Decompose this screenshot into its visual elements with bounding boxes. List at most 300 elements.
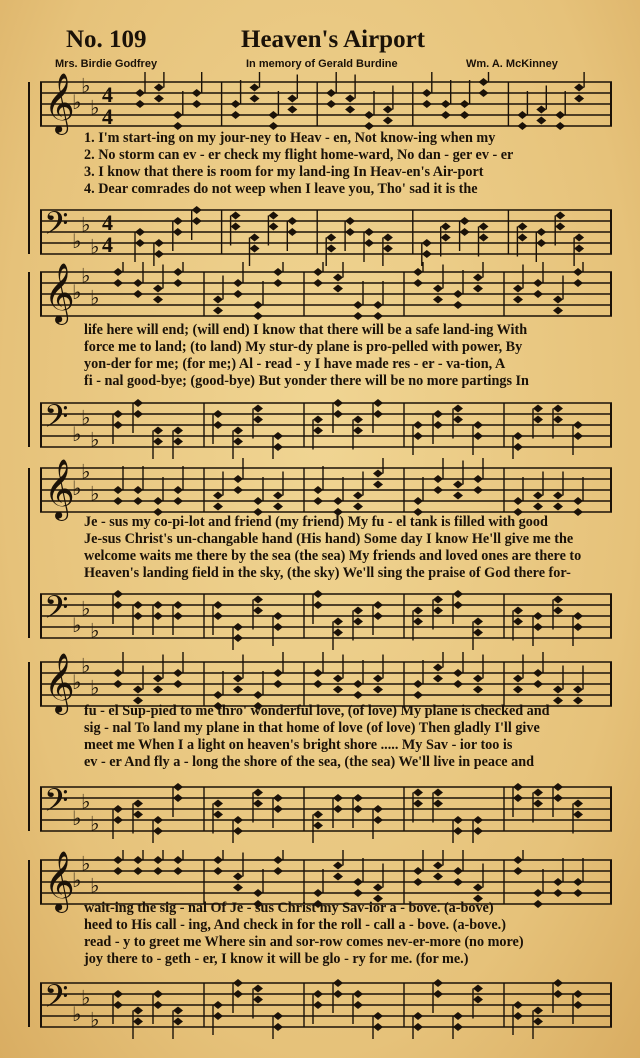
lyric-line: force me to land; (to land) My stur-dy plane is pro-pelled with power, By <box>84 339 523 355</box>
note-head <box>113 805 123 813</box>
note-head <box>473 486 483 494</box>
note-head <box>173 1018 183 1026</box>
note-head <box>233 623 243 631</box>
note-head <box>253 607 263 615</box>
note-head <box>333 497 343 505</box>
note-head <box>233 290 243 298</box>
note-head <box>460 111 470 119</box>
note-head <box>517 111 527 119</box>
note-head <box>250 84 260 92</box>
note-head <box>373 675 383 683</box>
note-head <box>113 601 123 609</box>
note-head <box>153 427 163 435</box>
note-head <box>273 492 283 500</box>
note-head <box>353 492 363 500</box>
bass-clef-icon: 𝄢 <box>44 589 69 633</box>
flat-icon: ♭ <box>72 280 82 304</box>
note-head <box>135 89 145 97</box>
note-head <box>473 884 483 892</box>
note-head <box>533 416 543 424</box>
note-head <box>192 217 202 225</box>
note-head <box>573 623 583 631</box>
note-head <box>536 239 546 247</box>
lyric-line: Heaven's landing field in the sky, (the sky) We'll sing the praise of God there for- <box>84 565 571 581</box>
note-head <box>250 245 260 253</box>
note-head <box>553 607 563 615</box>
note-head <box>313 889 323 897</box>
note-head <box>154 84 164 92</box>
flat-icon: ♭ <box>81 789 91 814</box>
note-head <box>173 680 183 688</box>
note-head <box>268 122 278 130</box>
note-head <box>413 800 423 808</box>
note-head <box>513 1012 523 1020</box>
note-head <box>373 686 383 694</box>
note-head <box>453 878 463 886</box>
note-head <box>433 296 443 304</box>
bass-staff <box>40 777 614 843</box>
note-head <box>213 1012 223 1020</box>
note-head <box>453 827 463 835</box>
note-head <box>555 223 565 231</box>
note-head <box>533 789 543 797</box>
note-head <box>333 862 343 870</box>
hymn-title: Heaven's Airport <box>241 26 426 53</box>
note-head <box>533 1018 543 1026</box>
note-head <box>133 686 143 694</box>
lyric-line: welcome waits me there by the sea (the sea) My friends and loved ones are there to <box>84 548 582 564</box>
flat-icon: ♭ <box>72 868 82 892</box>
note-head <box>553 686 563 694</box>
note-head <box>213 307 223 315</box>
note-head <box>460 228 470 236</box>
note-head <box>533 503 543 511</box>
note-head <box>413 691 423 699</box>
note-head <box>326 245 336 253</box>
note-head <box>553 889 563 897</box>
note-head <box>433 596 443 604</box>
note-head <box>353 680 363 688</box>
note-head <box>173 427 183 435</box>
flat-icon: ♭ <box>72 613 82 637</box>
note-head <box>413 268 423 276</box>
note-head <box>453 481 463 489</box>
bass-staff <box>40 973 614 1039</box>
flat-icon: ♭ <box>90 618 100 643</box>
note-head <box>433 285 443 293</box>
note-head <box>173 111 183 119</box>
note-head <box>153 990 163 998</box>
note-head <box>533 279 543 287</box>
note-head <box>513 1001 523 1009</box>
note-head <box>573 889 583 897</box>
note-head <box>213 503 223 511</box>
flat-icon: ♭ <box>90 675 100 700</box>
note-head <box>333 410 343 418</box>
lyric-line: wait-ing the sig - nal Of Je - sus Christ my Sav-ior a - bove. (a-bove) <box>84 900 494 916</box>
note-head <box>253 691 263 699</box>
note-head <box>313 427 323 435</box>
note-head <box>553 990 563 998</box>
note-head <box>287 95 297 103</box>
time-signature-bottom: 4 <box>102 104 113 129</box>
dedication: In memory of Gerald Burdine <box>246 58 398 70</box>
note-head <box>253 985 263 993</box>
note-head <box>513 432 523 440</box>
note-head <box>574 245 584 253</box>
treble-staff <box>40 72 614 138</box>
lyric-line: 1. I'm start-ing on my jour-ney to Heav - en, Not know-ing when my <box>84 130 496 146</box>
note-head <box>453 290 463 298</box>
note-head <box>173 268 183 276</box>
note-head <box>413 421 423 429</box>
note-head <box>231 111 241 119</box>
note-head <box>333 686 343 694</box>
note-head <box>313 822 323 830</box>
note-head <box>353 618 363 626</box>
lyric-line: joy there to - geth - er, I know it will be glo - ry for me. (for me.) <box>84 951 469 967</box>
note-head <box>555 122 565 130</box>
note-head <box>326 234 336 242</box>
note-head <box>433 873 443 881</box>
note-head <box>513 686 523 694</box>
note-head <box>133 867 143 875</box>
note-head <box>253 312 263 320</box>
note-head <box>453 601 463 609</box>
note-head <box>353 1001 363 1009</box>
note-head <box>333 979 343 987</box>
flat-icon: ♭ <box>81 212 91 237</box>
note-head <box>433 421 443 429</box>
note-head <box>453 816 463 824</box>
note-head <box>533 290 543 298</box>
note-head <box>453 492 463 500</box>
flat-icon: ♭ <box>90 811 100 836</box>
note-head <box>113 486 123 494</box>
note-head <box>313 680 323 688</box>
note-head <box>383 106 393 114</box>
note-head <box>573 811 583 819</box>
note-head <box>353 990 363 998</box>
note-head <box>373 470 383 478</box>
note-head <box>333 629 343 637</box>
note-head <box>536 106 546 114</box>
note-head <box>433 410 443 418</box>
note-head <box>413 789 423 797</box>
note-head <box>213 1001 223 1009</box>
note-head <box>233 438 243 446</box>
note-head <box>373 410 383 418</box>
note-head <box>133 290 143 298</box>
bass-clef-icon: 𝄢 <box>44 782 69 826</box>
note-head <box>473 285 483 293</box>
note-head <box>553 296 563 304</box>
note-head <box>473 475 483 483</box>
note-head <box>422 239 432 247</box>
flat-icon: ♭ <box>72 670 82 694</box>
flat-icon: ♭ <box>81 851 91 876</box>
note-head <box>413 1012 423 1020</box>
note-head <box>253 497 263 505</box>
lyric-line: 4. Dear comrades do not weep when I leave you, Tho' sad it is the <box>84 181 478 197</box>
note-head <box>513 856 523 864</box>
note-head <box>133 399 143 407</box>
note-head <box>433 979 443 987</box>
note-head <box>273 867 283 875</box>
note-head <box>154 95 164 103</box>
note-head <box>573 1001 583 1009</box>
note-head <box>173 783 183 791</box>
note-head <box>460 100 470 108</box>
note-head <box>553 307 563 315</box>
note-head <box>133 1018 143 1026</box>
note-head <box>333 618 343 626</box>
note-head <box>517 122 527 130</box>
note-head <box>413 432 423 440</box>
note-head <box>533 492 543 500</box>
note-head <box>233 475 243 483</box>
note-head <box>153 686 163 694</box>
note-head <box>253 301 263 309</box>
bass-staff <box>40 584 614 650</box>
note-head <box>333 285 343 293</box>
note-head <box>253 789 263 797</box>
note-head <box>233 873 243 881</box>
bass-staff <box>40 393 614 459</box>
note-head <box>326 100 336 108</box>
note-head <box>253 405 263 413</box>
note-head <box>353 607 363 615</box>
note-head <box>173 856 183 864</box>
flat-icon: ♭ <box>81 596 91 621</box>
flat-icon: ♭ <box>90 1007 100 1032</box>
note-head <box>353 503 363 511</box>
note-head <box>333 794 343 802</box>
lyrics-block <box>84 703 612 771</box>
note-head <box>441 111 451 119</box>
note-head <box>273 503 283 511</box>
note-head <box>213 811 223 819</box>
note-head <box>173 1007 183 1015</box>
note-head <box>213 601 223 609</box>
note-head <box>333 805 343 813</box>
note-head <box>233 686 243 694</box>
note-head <box>153 827 163 835</box>
note-head <box>253 596 263 604</box>
note-head <box>273 443 283 451</box>
flat-icon: ♭ <box>72 1002 82 1026</box>
note-head <box>313 811 323 819</box>
note-head <box>574 95 584 103</box>
note-head <box>553 596 563 604</box>
note-head <box>345 217 355 225</box>
note-head <box>213 856 223 864</box>
note-head <box>373 399 383 407</box>
note-head <box>253 416 263 424</box>
note-head <box>453 590 463 598</box>
lyric-line: Je-sus Christ's un-changable hand (His hand) Some day I know He'll give me the <box>84 531 574 547</box>
note-head <box>113 669 123 677</box>
note-head <box>574 234 584 242</box>
note-head <box>553 416 563 424</box>
note-head <box>383 117 393 125</box>
note-head <box>513 607 523 615</box>
note-head <box>573 800 583 808</box>
note-head <box>533 623 543 631</box>
note-head <box>413 497 423 505</box>
note-head <box>479 78 489 86</box>
note-head <box>153 867 163 875</box>
note-head <box>373 301 383 309</box>
lyrics-block <box>84 130 612 198</box>
note-head <box>533 669 543 677</box>
flat-icon: ♭ <box>90 873 100 898</box>
note-head <box>441 100 451 108</box>
note-head <box>173 438 183 446</box>
note-head <box>533 612 543 620</box>
note-head <box>433 486 443 494</box>
note-head <box>326 89 336 97</box>
note-head <box>313 1001 323 1009</box>
note-head <box>231 100 241 108</box>
note-head <box>333 873 343 881</box>
note-head <box>233 816 243 824</box>
note-head <box>253 800 263 808</box>
note-head <box>253 889 263 897</box>
note-head <box>135 228 145 236</box>
note-head <box>573 279 583 287</box>
note-head <box>113 680 123 688</box>
note-head <box>173 601 183 609</box>
note-head <box>213 691 223 699</box>
note-head <box>333 399 343 407</box>
note-head <box>173 669 183 677</box>
note-head <box>287 217 297 225</box>
note-head <box>533 800 543 808</box>
note-head <box>553 405 563 413</box>
note-head <box>253 996 263 1004</box>
note-head <box>133 612 143 620</box>
note-head <box>413 680 423 688</box>
note-head <box>513 783 523 791</box>
note-head <box>192 89 202 97</box>
note-head <box>555 212 565 220</box>
bass-staff <box>40 200 614 266</box>
note-head <box>313 990 323 998</box>
note-head <box>233 990 243 998</box>
lyric-line: 2. No storm can ev - er check my flight home-ward, No dan - ger ev - er <box>84 147 514 163</box>
note-head <box>213 867 223 875</box>
note-head <box>573 432 583 440</box>
bass-clef-icon: 𝄢 <box>44 398 69 442</box>
note-head <box>313 497 323 505</box>
note-head <box>573 612 583 620</box>
flat-icon: ♭ <box>72 476 82 500</box>
note-head <box>154 239 164 247</box>
note-head <box>173 497 183 505</box>
note-head <box>353 427 363 435</box>
note-head <box>213 492 223 500</box>
note-head <box>333 274 343 282</box>
note-head <box>353 416 363 424</box>
note-head <box>453 669 463 677</box>
note-head <box>113 867 123 875</box>
note-head <box>536 228 546 236</box>
note-head <box>573 421 583 429</box>
flat-icon: ♭ <box>90 234 100 259</box>
note-head <box>113 421 123 429</box>
note-head <box>154 250 164 258</box>
lyric-line: fu - el Sup-pied to me thro' wonderful love, (of love) My plane is checked and <box>84 703 550 719</box>
note-head <box>373 601 383 609</box>
note-head <box>441 234 451 242</box>
note-head <box>413 1023 423 1031</box>
note-head <box>153 856 163 864</box>
note-head <box>233 427 243 435</box>
lyric-line: 3. I know that there is room for my land-ing In Heav-en's Air-port <box>84 164 484 180</box>
note-head <box>573 990 583 998</box>
note-head <box>345 228 355 236</box>
note-head <box>517 234 527 242</box>
note-head <box>364 111 374 119</box>
note-head <box>250 234 260 242</box>
note-head <box>353 301 363 309</box>
note-head <box>113 816 123 824</box>
note-head <box>273 794 283 802</box>
flat-icon: ♭ <box>72 229 82 253</box>
flat-icon: ♭ <box>72 422 82 446</box>
note-head <box>353 878 363 886</box>
note-head <box>173 867 183 875</box>
note-head <box>153 438 163 446</box>
note-head <box>133 497 143 505</box>
note-head <box>473 421 483 429</box>
note-head <box>173 486 183 494</box>
note-head <box>373 805 383 813</box>
note-head <box>513 285 523 293</box>
note-head <box>173 122 183 130</box>
note-head <box>453 416 463 424</box>
note-head <box>135 100 145 108</box>
note-head <box>473 985 483 993</box>
note-head <box>573 878 583 886</box>
flat-icon: ♭ <box>81 405 91 430</box>
note-head <box>233 884 243 892</box>
note-head <box>460 217 470 225</box>
note-head <box>413 878 423 886</box>
note-head <box>353 312 363 320</box>
treble-clef-icon: 𝄞 <box>44 459 75 519</box>
note-head <box>553 794 563 802</box>
note-head <box>153 497 163 505</box>
note-head <box>213 410 223 418</box>
note-head <box>413 279 423 287</box>
lyrics-block <box>84 322 612 390</box>
note-head <box>422 100 432 108</box>
note-head <box>413 618 423 626</box>
time-signature-bottom: 4 <box>102 232 113 257</box>
note-head <box>273 856 283 864</box>
note-head <box>233 979 243 987</box>
note-head <box>353 691 363 699</box>
note-head <box>373 312 383 320</box>
lyric-line: Je - sus my co-pi-lot and friend (my friend) My fu - el tank is filled with good <box>84 514 548 530</box>
flat-icon: ♭ <box>90 481 100 506</box>
flat-icon: ♭ <box>72 806 82 830</box>
note-head <box>433 675 443 683</box>
note-head <box>133 279 143 287</box>
note-head <box>153 296 163 304</box>
